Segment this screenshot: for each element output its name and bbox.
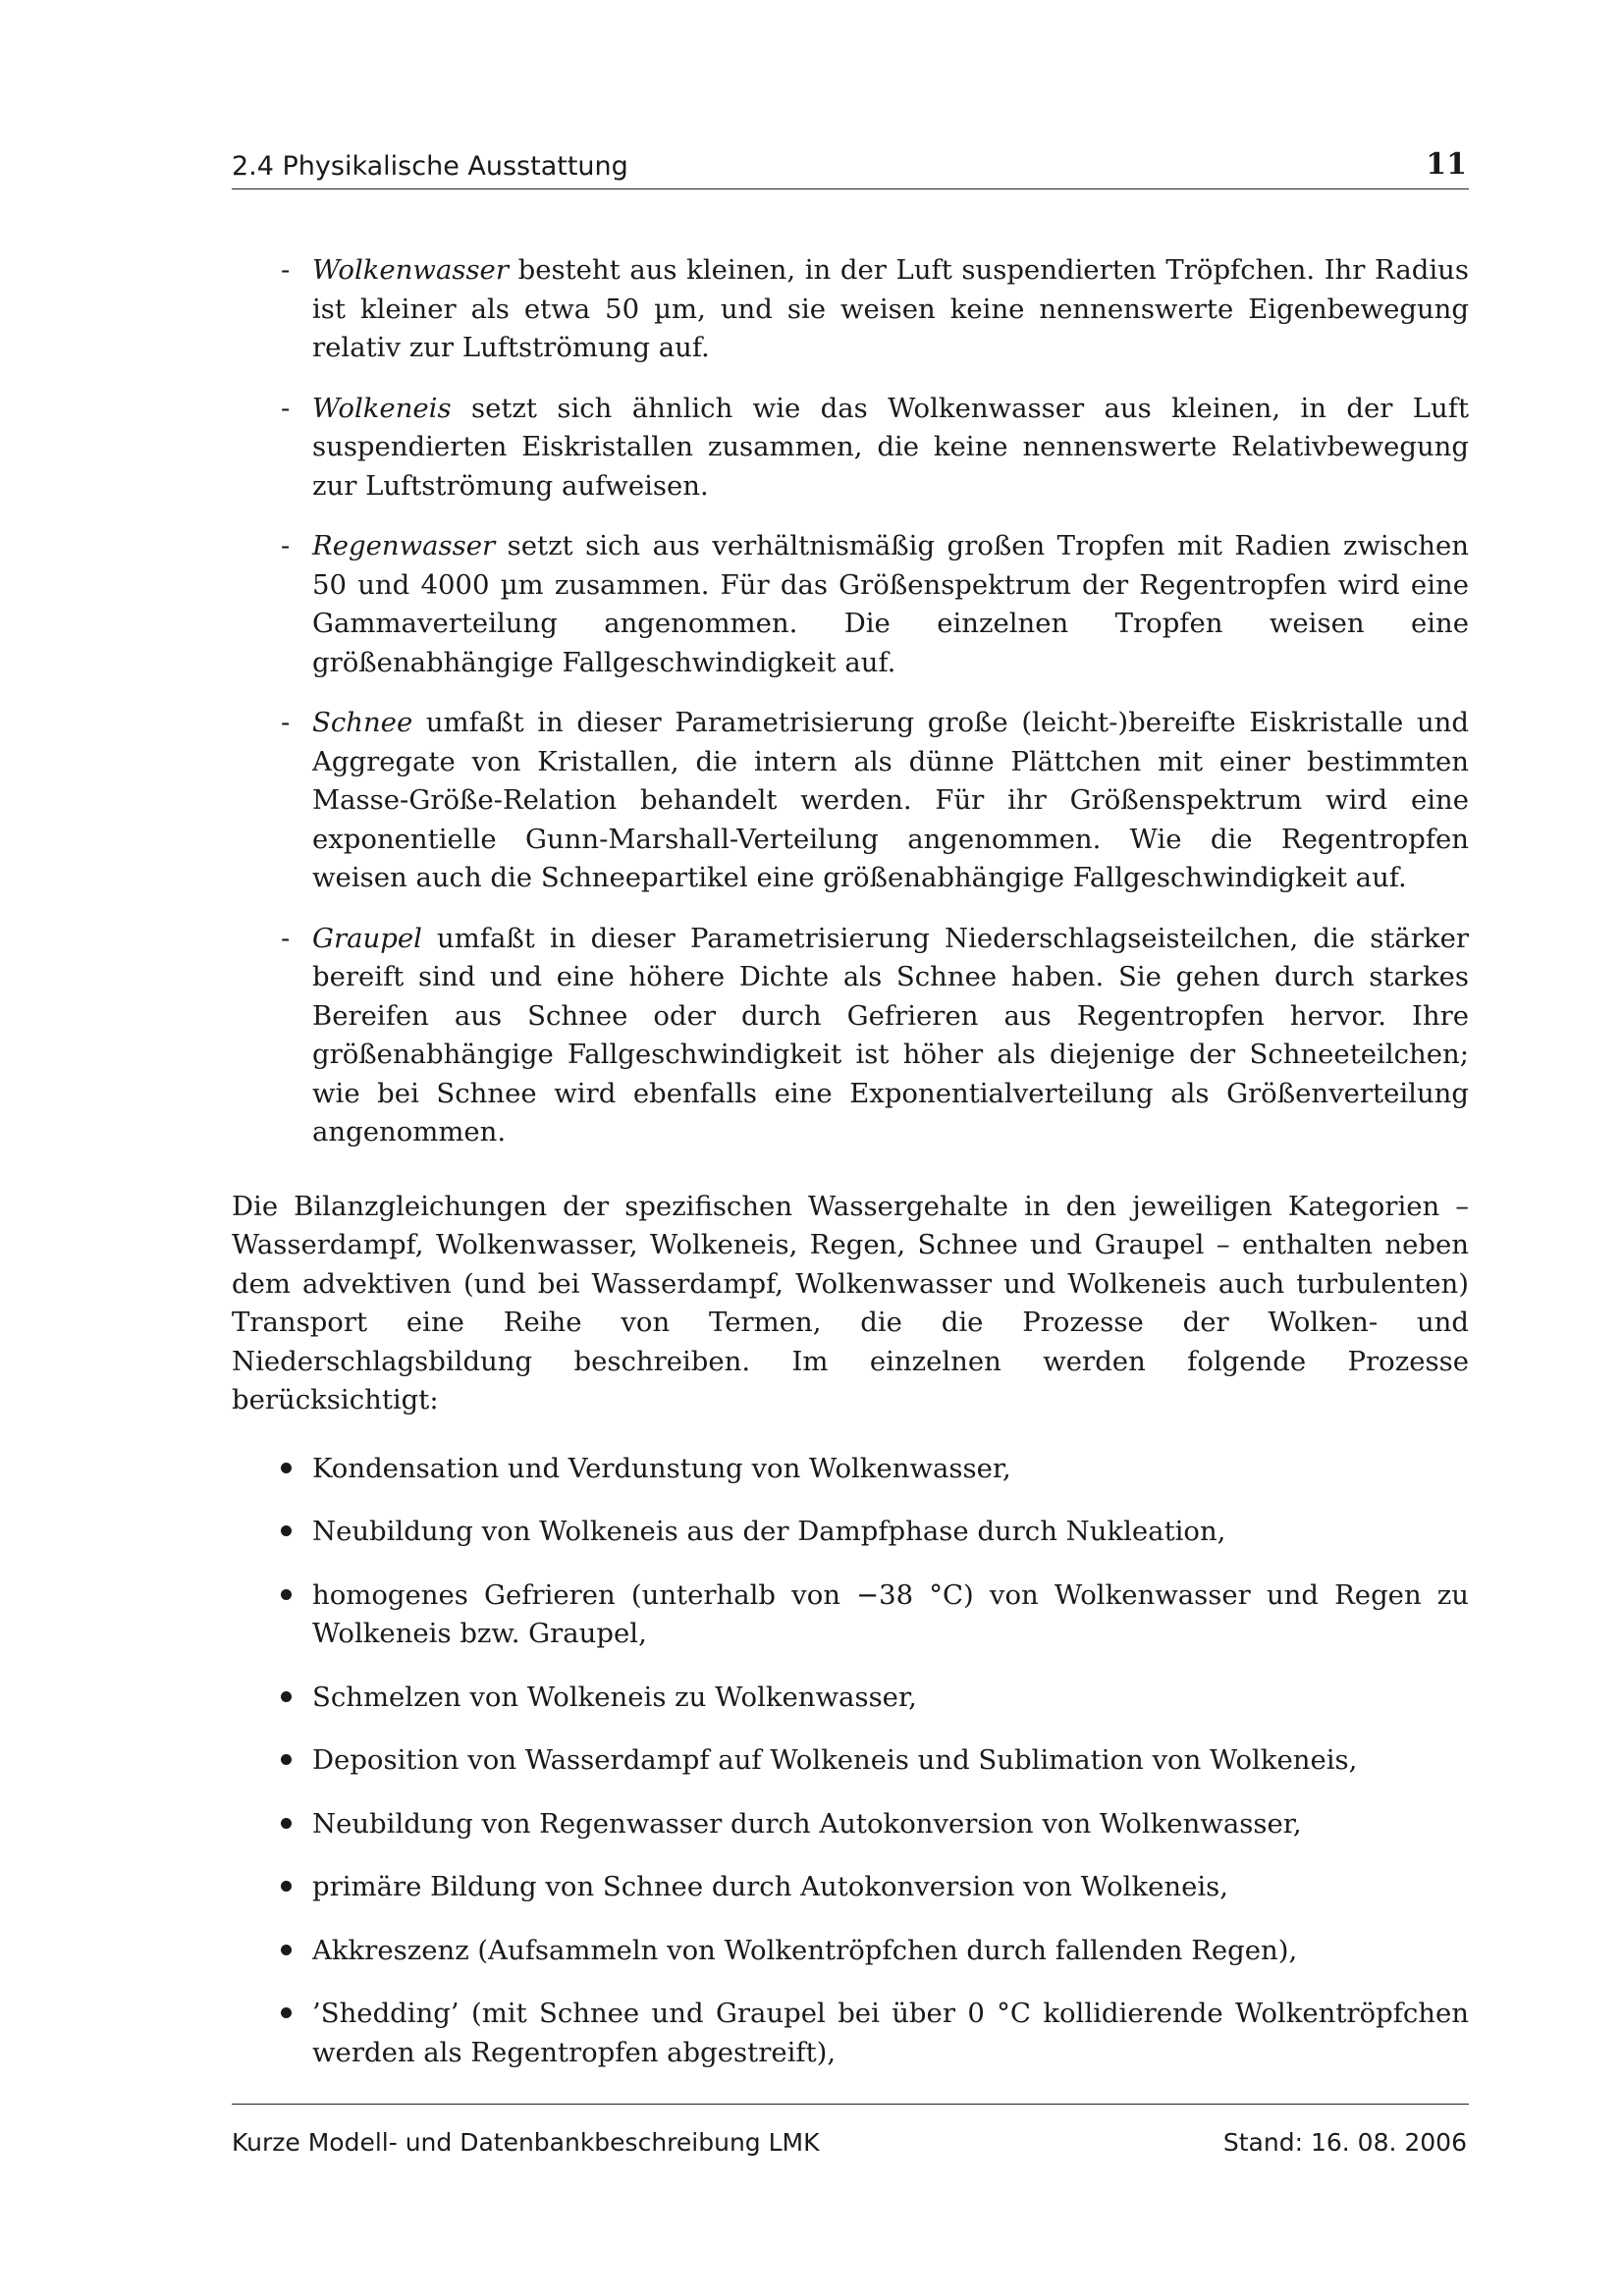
bullet-icon bbox=[281, 1463, 292, 1473]
list-item bbox=[232, 1679, 1469, 1718]
category-description: setzt sich ähnlich wie das Wolkenwasser aus kleinen, in der Luft suspendierten Eiskristallen zusammen, die keine nennenswerte Relativbewegung zur Luftströmung aufweisen. bbox=[312, 392, 1469, 502]
bullet-icon bbox=[281, 1945, 292, 1955]
list-item bbox=[232, 1932, 1469, 1971]
category-description: setzt sich aus verhältnismäßig großen Tropfen mit Radien zwischen 50 und 4000 µm zusammen. Für das Größenspektrum der Regentropfen wird eine Gammaverteilung angenommen. Die einzelnen Tropfen weisen eine größenabhängige Fallgeschwindigkeit auf. bbox=[312, 530, 1469, 678]
bullet-icon bbox=[281, 2007, 292, 2018]
dash-marker: - bbox=[281, 392, 291, 424]
bullet-icon bbox=[281, 1818, 292, 1829]
process-text: ’Shedding’ (mit Schnee und Graupel bei über 0 °C kollidierende Wolkentröpfchen werden als Regentropfen abgestreift), bbox=[312, 1998, 1469, 2068]
footer-date: Stand: 16. 08. 2006 bbox=[1222, 2128, 1467, 2157]
bullet-icon bbox=[281, 1589, 292, 1600]
category-term: Regenwasser bbox=[312, 530, 496, 561]
category-term: Schnee bbox=[312, 707, 413, 738]
process-text: Neubildung von Wolkeneis aus der Dampfphase durch Nukleation, bbox=[312, 1516, 1226, 1547]
list-item bbox=[232, 390, 1469, 507]
dash-marker: - bbox=[281, 922, 291, 954]
process-text: Kondensation und Verdunstung von Wolkenwasser, bbox=[312, 1452, 1011, 1484]
category-description: umfaßt in dieser Parametrisierung große (leicht-)bereifte Eiskristalle und Aggregate von Kristallen, die intern als dünne Plättchen mit einer bestimmten Masse-Größe-Relation behandelt werden. Für ihr Größenspektrum wird eine exponentielle Gunn-Marshall-Verteilung angenommen. Wie die Regentropfen weisen auch die Schneepartikel eine größenabhängige Fallgeschwindigkeit auf. bbox=[312, 707, 1469, 893]
process-text: Schmelzen von Wolkeneis zu Wolkenwasser, bbox=[312, 1681, 917, 1713]
list-item bbox=[232, 704, 1469, 898]
bullet-icon bbox=[281, 1525, 292, 1536]
page-content bbox=[232, 251, 1469, 2097]
category-term: Graupel bbox=[312, 922, 422, 954]
page-number: 11 bbox=[1426, 147, 1467, 182]
list-item bbox=[232, 1450, 1469, 1489]
category-term: Wolkeneis bbox=[312, 392, 452, 424]
process-text: Akkreszenz (Aufsammeln von Wolkentröpfchen durch fallenden Regen), bbox=[312, 1934, 1298, 1966]
body-paragraph: Die Bilanzgleichungen der spezifischen Wassergehalte in den jeweiligen Kategorien – Wasserdampf, Wolkenwasser, Wolkeneis, Regen, Schnee und Graupel – enthalten neben dem advektiven (und bei Wasserdampf, Wolkenwasser und Wolkeneis auch turbulenten) Transport eine Reihe von Termen, die die Prozesse der Wolken- und Niederschlagsbildung beschreiben. Im einzelnen werden folgende Prozesse berücksichtigt: bbox=[232, 1190, 1469, 1415]
list-item bbox=[232, 1868, 1469, 1907]
section-title: 2.4 Physikalische Ausstattung bbox=[232, 151, 628, 182]
list-item bbox=[232, 251, 1469, 368]
list-item bbox=[232, 1995, 1469, 2072]
process-text: primäre Bildung von Schnee durch Autokonversion von Wolkeneis, bbox=[312, 1871, 1229, 1902]
list-item bbox=[232, 1805, 1469, 1844]
process-text: homogenes Gefrieren (unterhalb von −38 °C) von Wolkenwasser und Regen zu Wolkeneis bzw. Graupel, bbox=[312, 1578, 1469, 1649]
dash-marker: - bbox=[281, 530, 291, 561]
list-item bbox=[232, 527, 1469, 682]
bullet-icon bbox=[281, 1754, 292, 1765]
dash-marker: - bbox=[281, 707, 291, 738]
list-item bbox=[232, 920, 1469, 1152]
list-item bbox=[232, 1513, 1469, 1552]
page-header bbox=[232, 149, 1469, 189]
bullet-icon bbox=[281, 1691, 292, 1702]
bullet-icon bbox=[281, 1881, 292, 1892]
page-footer bbox=[232, 2104, 1469, 2157]
dash-marker: - bbox=[281, 254, 291, 286]
process-text: Deposition von Wasserdampf auf Wolkeneis und Sublimation von Wolkeneis, bbox=[312, 1744, 1358, 1776]
category-description: besteht aus kleinen, in der Luft suspendierten Tröpfchen. Ihr Radius ist kleiner als etwa 50 µm, und sie weisen keine nennenswerte Eigenbewegung relativ zur Luftströmung auf. bbox=[312, 254, 1469, 363]
process-text: Neubildung von Regenwasser durch Autokonversion von Wolkenwasser, bbox=[312, 1807, 1302, 1840]
category-description: umfaßt in dieser Parametrisierung Niederschlagseisteilchen, die stärker bereift sind und eine höhere Dichte als Schnee haben. Sie gehen durch starkes Bereifen aus Schnee oder durch Gefrieren aus Regentropfen hervor. Ihre größenabhängige Fallgeschwindigkeit ist höher als diejenige der Schneeteilchen; wie bei Schnee wird ebenfalls eine Exponentialverteilung als Größenverteilung angenommen. bbox=[312, 922, 1469, 1148]
list-item bbox=[232, 1576, 1469, 1654]
list-item bbox=[232, 1741, 1469, 1781]
category-term: Wolkenwasser bbox=[312, 254, 509, 286]
category-list bbox=[232, 251, 1469, 1152]
footer-document-title: Kurze Modell- und Datenbankbeschreibung LMK bbox=[232, 2128, 820, 2157]
process-list bbox=[232, 1450, 1469, 2073]
